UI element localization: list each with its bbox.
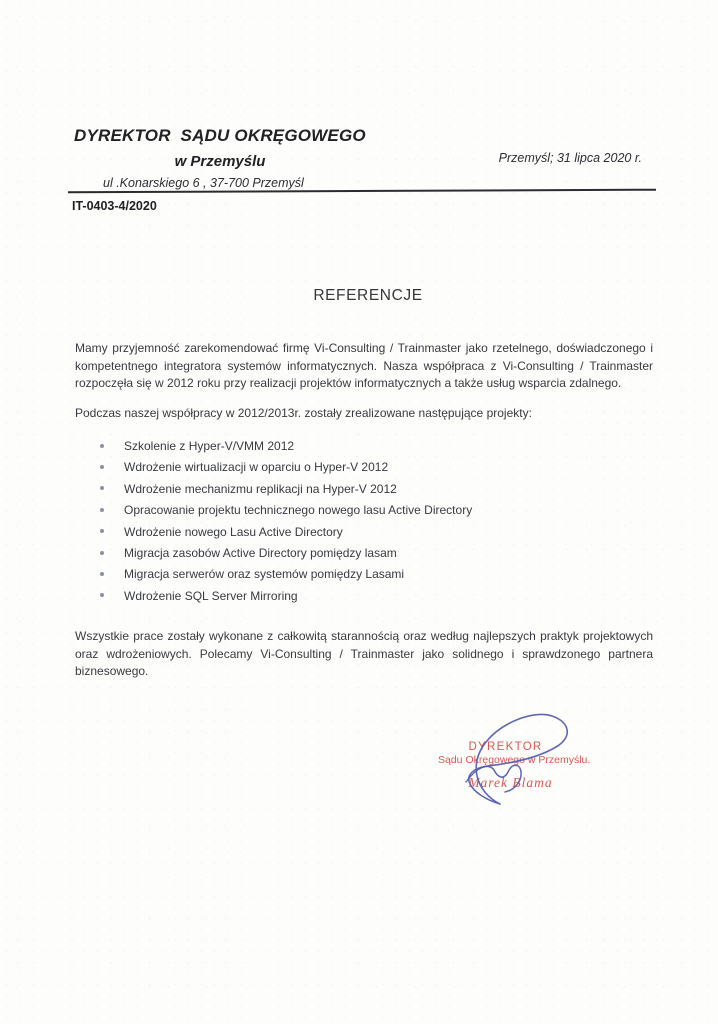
project-item-label: Wdrożenie mechanizmu replikacji na Hyper-V 2012 xyxy=(124,481,397,496)
org-city: w Przemyślu xyxy=(174,153,266,170)
project-item xyxy=(100,436,472,457)
projects-intro: Podczas naszej współpracy w 2012/2013r. zostały zrealizowane następujące projekty: xyxy=(75,406,532,420)
project-item-label: Wdrożenie SQL Server Mirroring xyxy=(124,588,298,603)
org-name: DYREKTOR SĄDU OKRĘGOWEGO xyxy=(74,126,366,145)
project-item xyxy=(100,586,472,607)
project-item-label: Opracowanie projektu technicznego nowego lasu Active Directory xyxy=(124,503,473,518)
bullet-icon xyxy=(100,465,104,469)
project-item-label: Migracja serwerów oraz systemów pomiędzy Lasami xyxy=(124,567,405,582)
bullet-icon xyxy=(100,529,104,533)
project-item xyxy=(100,543,472,564)
bullet-icon xyxy=(100,572,104,576)
project-item xyxy=(100,564,472,585)
project-item xyxy=(100,457,472,478)
project-item xyxy=(100,479,472,500)
bullet-icon xyxy=(100,593,104,597)
project-item xyxy=(100,522,472,543)
project-item-label: Szkolenie z Hyper-V/VMM 2012 xyxy=(124,439,295,453)
stamp-title: DYREKTOR xyxy=(468,741,543,753)
project-item xyxy=(100,500,472,521)
bullet-icon xyxy=(100,486,104,490)
projects-list xyxy=(100,436,472,607)
bullet-icon xyxy=(100,444,104,448)
project-item-label: Migracja zasobów Active Directory pomiędzy lasam xyxy=(124,546,397,561)
director-stamp xyxy=(438,741,591,791)
bullet-icon xyxy=(100,551,104,555)
closing-paragraph: Wszystkie prace zostały wykonane z całkowitą starannością oraz według najlepszych praktyk projektowych oraz wdrożeniowych. Polecamy Vi-Consulting / Trainmaster jako solidnego i sprawdzonego partnera biznesowego. xyxy=(75,629,653,678)
project-item-label: Wdrożenie nowego Lasu Active Directory xyxy=(124,524,343,539)
intro-paragraph: Mamy przyjemność zarekomendować firmę Vi-Consulting / Trainmaster jako rzetelnego, doświadczonego i kompetentnego integratora systemów informatycznych. Nasza współpraca z Vi-Consulting / Trainmaster rozpoczęła się w 2012 roku przy realizacji projektów informatycznych a także usług wsparcia zdalnego. xyxy=(75,341,653,390)
document-date: Przemyśl; 31 lipca 2020 r. xyxy=(498,151,642,165)
org-address: ul .Konarskiego 6 , 37-700 Przemyśl xyxy=(103,176,304,190)
project-item-label: Wdrożenie wirtualizacji w oparciu o Hyper-V 2012 xyxy=(124,460,389,475)
reference-number: IT-0403-4/2020 xyxy=(72,199,157,213)
bullet-icon xyxy=(100,508,104,512)
stamp-signer-name: Marek Blama xyxy=(468,775,553,790)
stamp-org: Sądu Okręgowego w Przemyślu. xyxy=(438,754,591,766)
document-title: REFERENCJE xyxy=(313,287,423,304)
